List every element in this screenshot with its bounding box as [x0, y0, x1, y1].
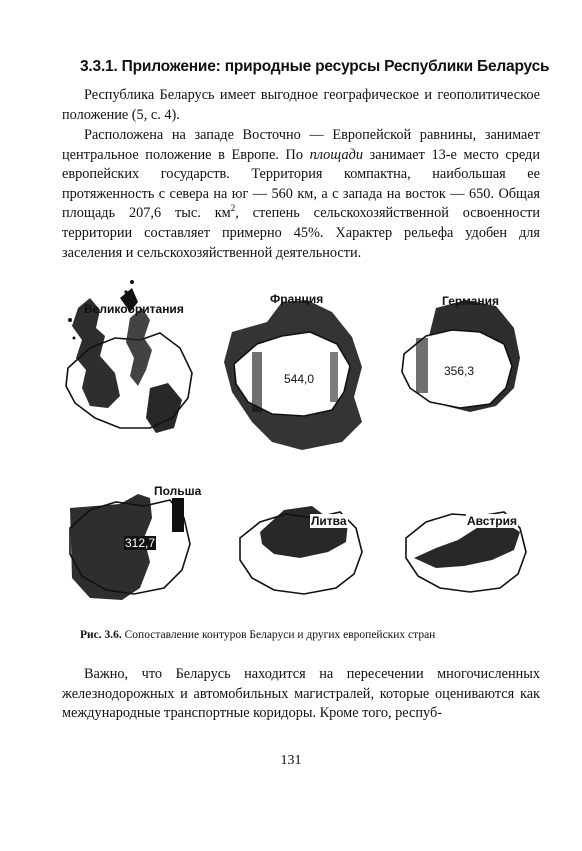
map-germany [396, 288, 540, 458]
map-value-germany: 356,3 [444, 364, 475, 378]
paragraph-2-after: , степень сельскохозяйственной освоенности территории составляет примерно 45%. Характер рельефа удобен для заселения и сельскохозяйственной деятельности. [62, 205, 540, 261]
map-label-france: Франция [270, 292, 324, 306]
map-value-poland: 312,7 [125, 536, 156, 550]
paragraph-2-before: Расположена на западе Восточно — Европейской равнины, занимает центральное положение в Европе. По [62, 127, 540, 163]
caption-label: Рис. 3.6. [80, 629, 122, 641]
page-number: 131 [280, 753, 302, 768]
map-label-lithuania: Литва [311, 514, 347, 528]
caption-text: Сопоставление контуров Беларуси и других европейских стран [124, 629, 436, 641]
map-france [212, 292, 382, 462]
map-austria [396, 488, 540, 608]
map-label-austria: Австрия [467, 514, 518, 528]
paragraph-3-text: Важно, что Беларусь находится на пересечении многочисленных железнодорожных и автомобильных магистралей, которые оцениваются как международные транспортные коридоры. Кроме того, респуб- [62, 666, 540, 722]
figure-caption [80, 629, 435, 641]
map-label-great-britain: Великобритания [84, 302, 184, 316]
map-lithuania [228, 488, 384, 608]
map-great-britain [60, 278, 210, 458]
map-label-poland: Польша [154, 484, 202, 498]
section-heading: 3.3.1. Приложение: природные ресурсы Республики Беларусь [80, 58, 550, 75]
map-value-france: 544,0 [284, 372, 315, 386]
paragraph-2-superscript: 2 [230, 203, 236, 214]
paragraph-3 [62, 665, 540, 724]
paragraph-2 [62, 126, 540, 263]
map-label-germany: Германия [442, 294, 500, 308]
paragraph-1-text: Республика Беларусь имеет выгодное географическое и геополитическое положение (5, с. 4). [62, 87, 540, 123]
map-poland [60, 478, 210, 618]
comparison-figure [60, 278, 540, 618]
paragraph-2-middle: занимает 13-е место среди европейских государств. Территория компактна, наибольшая ее протяженность с севера на юг — 560 км, а с запада на восток — 650. Общая площадь 207,6 тыс. км [62, 146, 540, 222]
paragraph-1 [62, 86, 540, 125]
paragraph-2-emphasis: площади [309, 146, 363, 163]
